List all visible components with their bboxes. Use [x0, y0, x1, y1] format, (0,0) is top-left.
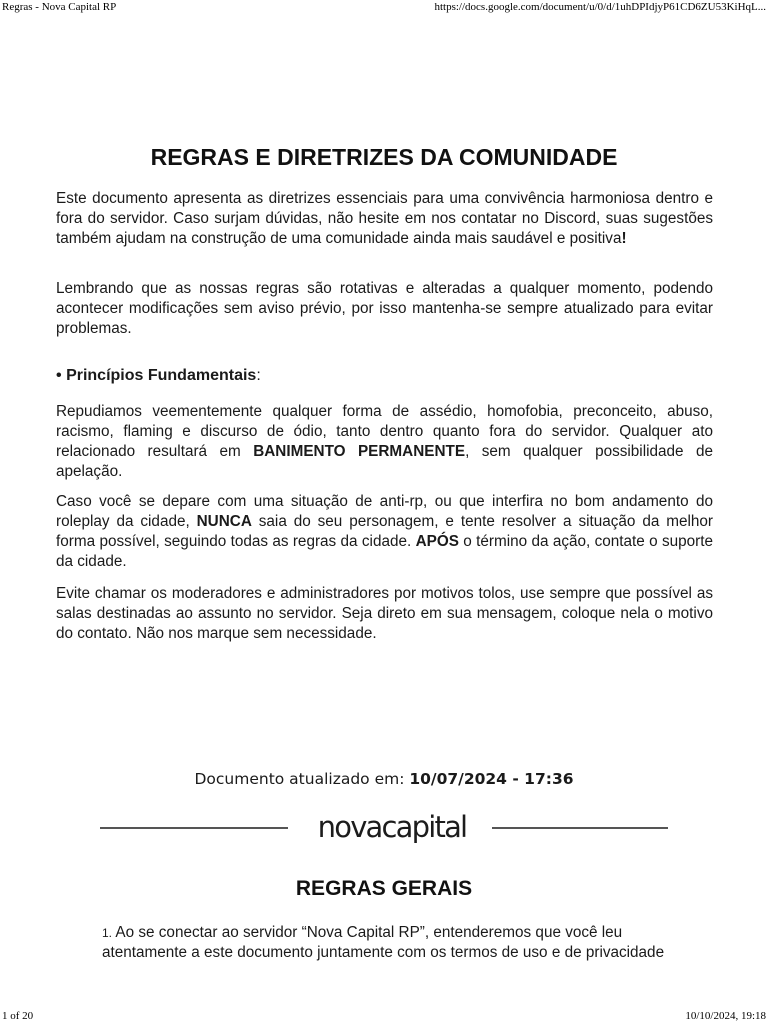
divider-line-left [100, 827, 288, 829]
intro-p1-text: Este documento apresenta as diretrizes essenciais para uma convivência harmoniosa dentro e fora do servidor. Caso surjam dúvidas, não hesite em nos contatar no Discord, suas sugestões também ajudam na construção de uma comunidade ainda mais saudável e positiva [56, 190, 713, 247]
print-footer [0, 1010, 768, 1024]
document-title: REGRAS E DIRETRIZES DA COMUNIDADE [150, 144, 618, 170]
principles-paragraph-2 [56, 492, 713, 572]
section-title-general-rules: REGRAS GERAIS [295, 877, 473, 900]
updated-line [0, 770, 768, 788]
principles-p1-text-a: Repudiamos veementemente qualquer forma de assédio, homofobia, preconceito, abuso, racismo, flaming e discurso de ódio, tanto dentro quanto fora do servidor. Qualquer ato relacionado resultará em [56, 403, 713, 460]
section-title: Princípios Fundamentais [66, 367, 257, 384]
section-heading-principles [56, 367, 261, 385]
divider-line-right [492, 827, 668, 829]
principles-p2-text-c: o término da ação, contate o suporte da cidade. [56, 533, 713, 570]
print-header-title: Regras - Nova Capital RP [2, 1, 117, 13]
principles-p1-bold: BANIMENTO PERMANENTE [253, 443, 466, 460]
page-counter: 1 of 20 [2, 1010, 34, 1022]
principles-p1-text-b: , sem qualquer possibilidade de apelação. [56, 443, 713, 480]
logo-divider [100, 808, 668, 848]
section-colon: : [256, 367, 261, 384]
rule-item-1 [102, 923, 702, 963]
principles-p2-bold-2: APÓS [415, 533, 459, 550]
principles-paragraph-3: Evite chamar os moderadores e administradores por motivos tolos, use sempre que possível as salas destinadas ao assunto no servidor. Seja direto em sua mensagem, coloque nela o motivo do contato. Não nos marque sem necessidade. [56, 585, 713, 642]
principles-p2-text-b: saia do seu personagem, e tente resolver a situação da melhor forma possível, seguindo todas as regras da cidade. [56, 513, 713, 550]
rule-text: Ao se conectar ao servidor “Nova Capital RP”, entenderemos que você leu atentamente a este documento juntamente com os termos de uso e de privacidade [102, 924, 665, 961]
intro-p1-end: ! [621, 230, 627, 247]
intro-paragraph-2: Lembrando que as nossas regras são rotativas e alteradas a qualquer momento, podendo acontecer modificações sem aviso prévio, por isso mantenha-se sempre atualizado para evitar problemas. [56, 280, 713, 337]
intro-paragraph-1 [56, 189, 713, 249]
principles-p2-bold-1: NUNCA [196, 513, 252, 530]
print-datetime: 10/10/2024, 19:18 [685, 1010, 766, 1022]
print-header-url[interactable]: https://docs.google.com/document/u/0/d/1uhDPIdjyP61CD6ZU53KiHqL... [434, 1, 766, 13]
rule-number: 1. [102, 926, 113, 940]
nova-capital-logo: novacapital [317, 810, 467, 844]
principles-p2-text-a: Caso você se depare com uma situação de anti-rp, ou que interfira no bom andamento do roleplay da cidade, [56, 493, 713, 530]
updated-value: 10/07/2024 - 17:36 [409, 770, 574, 788]
principles-paragraph-1 [56, 402, 713, 482]
print-header [0, 1, 768, 15]
bullet-glyph: • [56, 367, 62, 384]
updated-label: Documento atualizado em: [194, 770, 410, 788]
